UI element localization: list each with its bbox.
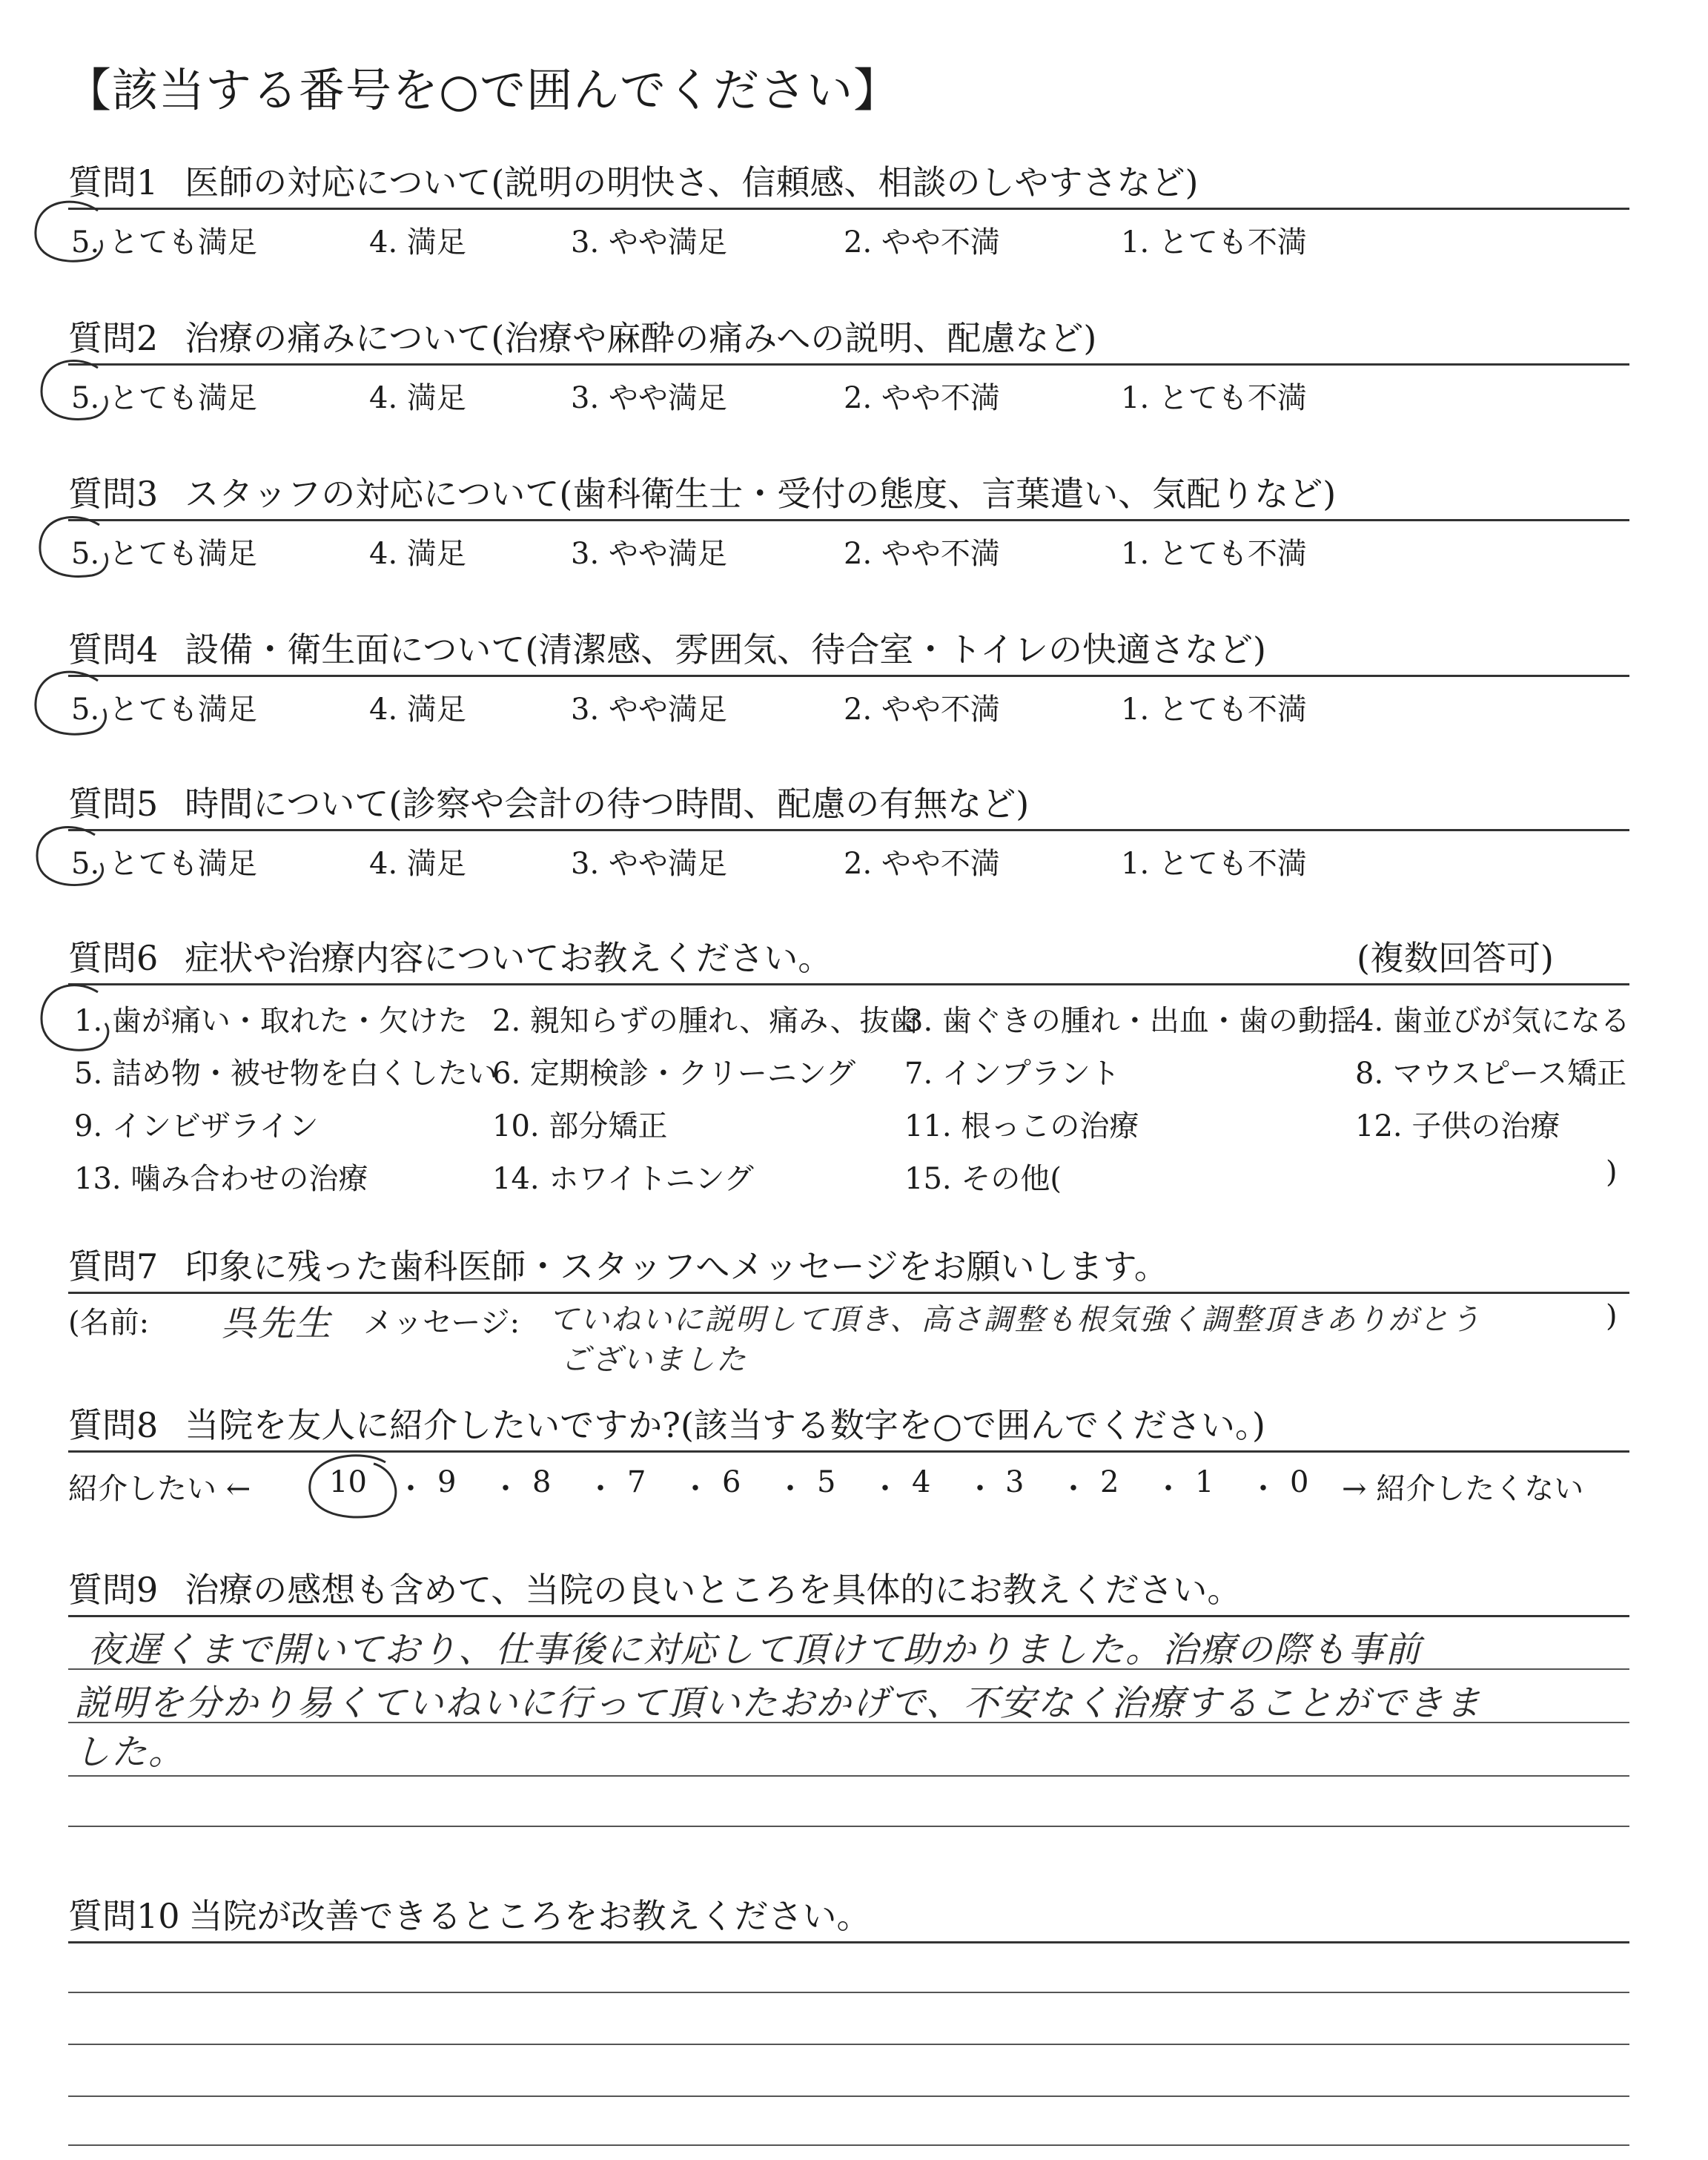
question-text: 印象に残った歯科医師・スタッフへメッセージをお願いします。: [185, 1246, 1168, 1287]
scale-separator: ・: [681, 1472, 710, 1506]
q6-item-9[interactable]: 9. インビザライン: [74, 1109, 319, 1143]
question-text: 設備・衛生面について(清潔感、雰囲気、待合室・トイレの快適さなど): [185, 630, 1266, 670]
scale-separator: ・: [396, 1472, 426, 1506]
q6-item-8[interactable]: 8. マウスピース矯正: [1355, 1057, 1627, 1091]
q6-item-6[interactable]: 6. 定期検診・クリーニング: [492, 1057, 856, 1091]
name-value[interactable]: 呉先生: [221, 1303, 333, 1344]
scale-separator: ・: [1153, 1472, 1183, 1506]
q3-option-4[interactable]: 4. 満足: [369, 537, 466, 571]
question-text: 当院が改善できるところをお教えください。: [188, 1896, 871, 1936]
q1-option-3[interactable]: 3. やや満足: [571, 225, 727, 260]
question-7-heading: [68, 1240, 1168, 1289]
q5-option-3[interactable]: 3. やや満足: [571, 847, 727, 881]
question-text: 医師の対応について(説明の明快さ、信頼感、相談のしやすさなど): [185, 162, 1199, 202]
q2-option-4[interactable]: 4. 満足: [369, 381, 466, 415]
q4-option-2[interactable]: 2. やや不満: [844, 693, 1000, 727]
scale-separator: ・: [1248, 1472, 1278, 1506]
question-text: 時間について(診察や会計の待つ時間、配慮の有無など): [185, 784, 1030, 824]
q5-option-4[interactable]: 4. 満足: [369, 847, 466, 881]
question-text: スタッフの対応について(歯科衛生士・受付の態度、言葉遣い、気配りなど): [185, 474, 1337, 514]
question-1-heading: [68, 156, 1198, 205]
q9-answer-line-3[interactable]: した。: [74, 1731, 186, 1773]
divider: [68, 1292, 1629, 1294]
q2-option-5[interactable]: 5. とても満足: [71, 381, 257, 415]
q4-option-3[interactable]: 3. やや満足: [571, 693, 727, 727]
question-label: 質問2: [68, 318, 159, 358]
divider: [68, 519, 1629, 521]
scale-10[interactable]: 10: [329, 1465, 367, 1499]
q9-answer-line-2[interactable]: 説明を分かり易くていねいに行って頂いたおかげで、不安なく治療することができま: [74, 1682, 1483, 1724]
scale-6[interactable]: 6: [722, 1465, 741, 1499]
q6-item-3[interactable]: 3. 歯ぐきの腫れ・出血・歯の動揺: [904, 1004, 1357, 1038]
question-10-heading: [68, 1889, 871, 1938]
question-label: 質問9: [68, 1570, 159, 1610]
message-label: メッセージ:: [363, 1306, 520, 1340]
question-label: 質問3: [68, 474, 159, 514]
question-label: 質問8: [68, 1405, 159, 1445]
question-label: 質問4: [68, 630, 159, 670]
scale-separator: ・: [1059, 1472, 1088, 1506]
q6-item-5[interactable]: 5. 詰め物・被せ物を白くしたい: [74, 1057, 497, 1091]
scale-5[interactable]: 5: [817, 1465, 836, 1499]
q1-option-4[interactable]: 4. 満足: [369, 225, 466, 260]
q6-item-13[interactable]: 13. 噛み合わせの治療: [74, 1162, 368, 1196]
question-9-heading: [68, 1563, 1241, 1612]
divider: [68, 363, 1629, 366]
q6-item-4[interactable]: 4. 歯並びが気になる: [1355, 1004, 1630, 1038]
divider: [68, 1450, 1629, 1453]
q6-item-15[interactable]: 15. その他(: [904, 1162, 1062, 1196]
q6-item-1[interactable]: 1. 歯が痛い・取れた・欠けた: [74, 1004, 468, 1038]
q5-option-1[interactable]: 1. とても不満: [1121, 847, 1307, 881]
q5-option-5[interactable]: 5. とても満足: [71, 847, 257, 881]
form-title: 【該当する番号を○で囲んでください】: [65, 63, 901, 117]
scale-separator: ・: [586, 1472, 615, 1506]
question-label: 質問1: [68, 162, 159, 202]
q1-option-5[interactable]: 5. とても満足: [71, 225, 257, 260]
divider: [68, 829, 1629, 831]
scale-8[interactable]: 8: [532, 1465, 552, 1499]
answer-line: [68, 2044, 1629, 2045]
q1-option-2[interactable]: 2. やや不満: [844, 225, 1000, 260]
answer-line: [68, 1775, 1629, 1777]
message-line-1[interactable]: ていねいに説明して頂き、高さ調整も根気強く調整頂きありがとう: [549, 1303, 1482, 1337]
answer-line: [68, 1668, 1629, 1670]
divider: [68, 1941, 1629, 1943]
multiple-answer-note: (複数回答可): [1357, 938, 1554, 978]
q3-option-3[interactable]: 3. やや満足: [571, 537, 727, 571]
question-5-heading: [68, 777, 1029, 826]
q6-item-10[interactable]: 10. 部分矯正: [492, 1109, 668, 1143]
name-label: (名前:: [68, 1306, 150, 1340]
question-6-heading: [68, 931, 832, 980]
q6-item-7[interactable]: 7. インプラント: [904, 1057, 1120, 1091]
question-text: 当院を友人に紹介したいですか?(該当する数字を○で囲んでください。): [185, 1405, 1265, 1445]
divider: [68, 1615, 1629, 1617]
q2-option-3[interactable]: 3. やや満足: [571, 381, 727, 415]
question-text: 治療の感想も含めて、当院の良いところを具体的にお教えください。: [185, 1570, 1242, 1610]
question-label: 質問5: [68, 784, 159, 824]
q2-option-1[interactable]: 1. とても不満: [1121, 381, 1307, 415]
question-2-heading: [68, 311, 1096, 360]
question-8-heading: [68, 1398, 1265, 1447]
question-3-heading: [68, 467, 1336, 516]
message-line-2[interactable]: ございました: [560, 1343, 747, 1377]
scale-2[interactable]: 2: [1100, 1465, 1119, 1499]
scale-separator: ・: [491, 1472, 520, 1506]
q3-option-5[interactable]: 5. とても満足: [71, 537, 257, 571]
q4-option-1[interactable]: 1. とても不満: [1121, 693, 1307, 727]
q2-option-2[interactable]: 2. やや不満: [844, 381, 1000, 415]
question-label: 質問7: [68, 1246, 159, 1287]
q6-item-2[interactable]: 2. 親知らずの腫れ、痛み、抜歯: [492, 1004, 919, 1038]
divider: [68, 983, 1629, 985]
q3-option-2[interactable]: 2. やや不満: [844, 537, 1000, 571]
recommend-right-label: → 紹介したくない: [1342, 1472, 1584, 1506]
question-text: 治療の痛みについて(治療や麻酔の痛みへの説明、配慮など): [185, 318, 1097, 358]
q9-answer-line-1[interactable]: 夜遅くまで開いており、仕事後に対応して頂けて助かりました。治療の際も事前: [87, 1629, 1423, 1671]
question-label: 質問6: [68, 938, 159, 978]
q6-item-11[interactable]: 11. 根っこの治療: [904, 1109, 1139, 1143]
answer-line: [68, 2144, 1629, 2146]
q3-option-1[interactable]: 1. とても不満: [1121, 537, 1307, 571]
answer-line: [68, 1826, 1629, 1827]
q1-option-1[interactable]: 1. とても不満: [1121, 225, 1307, 260]
scale-0[interactable]: 0: [1290, 1465, 1309, 1499]
answer-line: [68, 1992, 1629, 1993]
scale-separator: ・: [870, 1472, 900, 1506]
q5-option-2[interactable]: 2. やや不満: [844, 847, 1000, 881]
recommend-left-label: 紹介したい ←: [68, 1472, 251, 1506]
q6-item-14[interactable]: 14. ホワイトニング: [492, 1162, 754, 1196]
answer-line: [68, 1722, 1629, 1723]
scale-separator: ・: [965, 1472, 995, 1506]
scale-1[interactable]: 1: [1195, 1465, 1214, 1499]
scale-7[interactable]: 7: [627, 1465, 646, 1499]
q6-other-close: ): [1606, 1155, 1618, 1189]
q4-option-4[interactable]: 4. 満足: [369, 693, 466, 727]
scale-9[interactable]: 9: [437, 1465, 457, 1499]
answer-line: [68, 2095, 1629, 2097]
question-label: 質問10: [68, 1896, 180, 1936]
question-4-heading: [68, 623, 1266, 672]
q6-item-12[interactable]: 12. 子供の治療: [1355, 1109, 1560, 1143]
message-close: ): [1606, 1299, 1618, 1333]
q4-option-5[interactable]: 5. とても満足: [71, 693, 257, 727]
divider: [68, 208, 1629, 210]
scale-4[interactable]: 4: [912, 1465, 931, 1499]
scale-3[interactable]: 3: [1005, 1465, 1025, 1499]
question-text: 症状や治療内容についてお教えください。: [185, 938, 833, 978]
divider: [68, 675, 1629, 677]
scale-separator: ・: [775, 1472, 805, 1506]
